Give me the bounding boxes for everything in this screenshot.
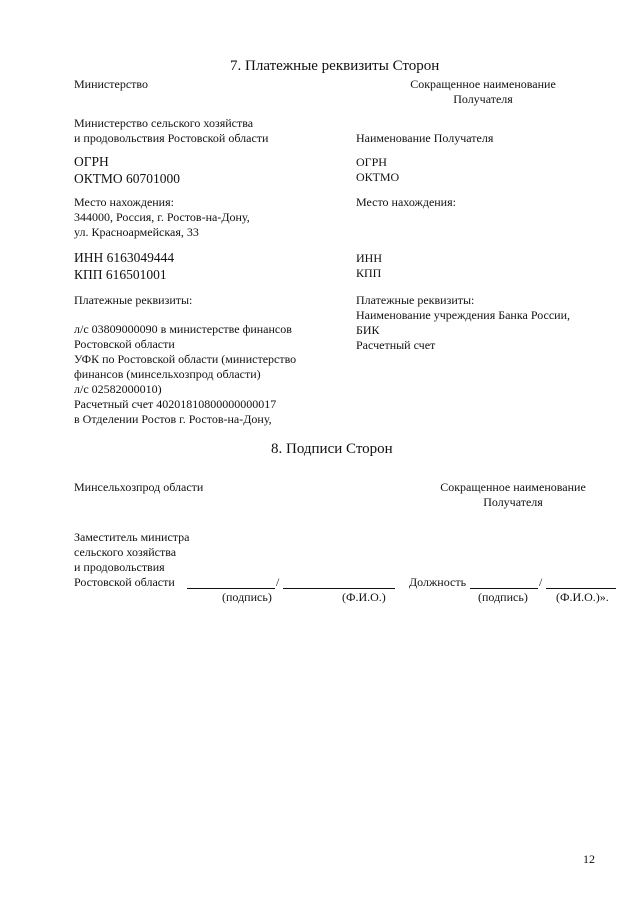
right-signature-slash: / (539, 575, 543, 589)
recipient-oktmo: ОКТМО (356, 170, 400, 184)
ministry-header: Министерство (74, 77, 148, 91)
section8-title: 8. Подписи Сторон (271, 441, 393, 457)
right-name-line (546, 576, 616, 589)
right-caption-signature: (подпись) (478, 590, 528, 604)
ministry-payment-line: л/с 03809000090 в министерстве финансов (74, 322, 292, 336)
signature-right-header-line1: Сокращенное наименование (440, 480, 586, 494)
ministry-kpp: КПП 616501001 (74, 267, 167, 282)
left-signature-line (187, 576, 275, 589)
signature-right-header-line2: Получателя (483, 495, 543, 509)
signer-title-line: и продовольствия (74, 560, 165, 574)
right-caption-name: (Ф.И.О.)». (556, 590, 609, 604)
recipient-kpp: КПП (356, 266, 382, 280)
left-name-line (283, 576, 395, 589)
ministry-name-line2: и продовольствия Ростовской области (74, 131, 269, 145)
ministry-payment-label: Платежные реквизиты: (74, 293, 193, 307)
ministry-address-label: Место нахождения: (74, 195, 174, 209)
left-caption-name: (Ф.И.О.) (342, 590, 386, 604)
ministry-payment-line: л/с 02582000010) (74, 382, 162, 396)
signature-left-header: Минсельхозпрод области (74, 480, 204, 494)
page-number: 12 (583, 852, 595, 866)
ministry-oktmo: ОКТМО 60701000 (74, 171, 180, 186)
ministry-payment-line: в Отделении Ростов г. Ростов-на-Дону, (74, 412, 272, 426)
section7-title: 7. Платежные реквизиты Сторон (230, 58, 440, 74)
ministry-payment-line: Ростовской области (74, 337, 175, 351)
left-caption-signature: (подпись) (222, 590, 272, 604)
ministry-inn: ИНН 6163049444 (74, 250, 175, 265)
recipient-payment-line: БИК (356, 323, 380, 337)
signer-title-line: сельского хозяйства (74, 545, 177, 559)
ministry-address-line1: 344000, Россия, г. Ростов-на-Дону, (74, 210, 250, 224)
ministry-address-line2: ул. Красноармейская, 33 (74, 225, 199, 239)
recipient-payment-line: Платежные реквизиты: (356, 293, 475, 307)
recipient-header-line1: Сокращенное наименование (410, 77, 556, 91)
recipient-name-label: Наименование Получателя (356, 131, 494, 145)
ministry-name-line1: Министерство сельского хозяйства (74, 116, 254, 130)
ministry-payment-line: Расчетный счет 40201810800000000017 (74, 397, 277, 411)
ministry-ogrn: ОГРН (74, 154, 109, 169)
recipient-payment-line: Наименование учреждения Банка России, (356, 308, 570, 322)
ministry-payment-line: УФК по Ростовской области (министерство (74, 352, 297, 366)
recipient-address-label: Место нахождения: (356, 195, 456, 209)
recipient-inn: ИНН (356, 251, 382, 265)
right-signature-line (470, 576, 538, 589)
position-label: Должность (409, 575, 467, 589)
recipient-header-line2: Получателя (453, 92, 513, 106)
recipient-payment-line: Расчетный счет (356, 338, 436, 352)
recipient-ogrn: ОГРН (356, 155, 387, 169)
ministry-payment-line: финансов (минсельхозпрод области) (74, 367, 261, 381)
signer-title-line: Заместитель министра (74, 530, 190, 544)
signer-title-line: Ростовской области (74, 575, 175, 589)
left-signature-slash: / (276, 575, 280, 589)
